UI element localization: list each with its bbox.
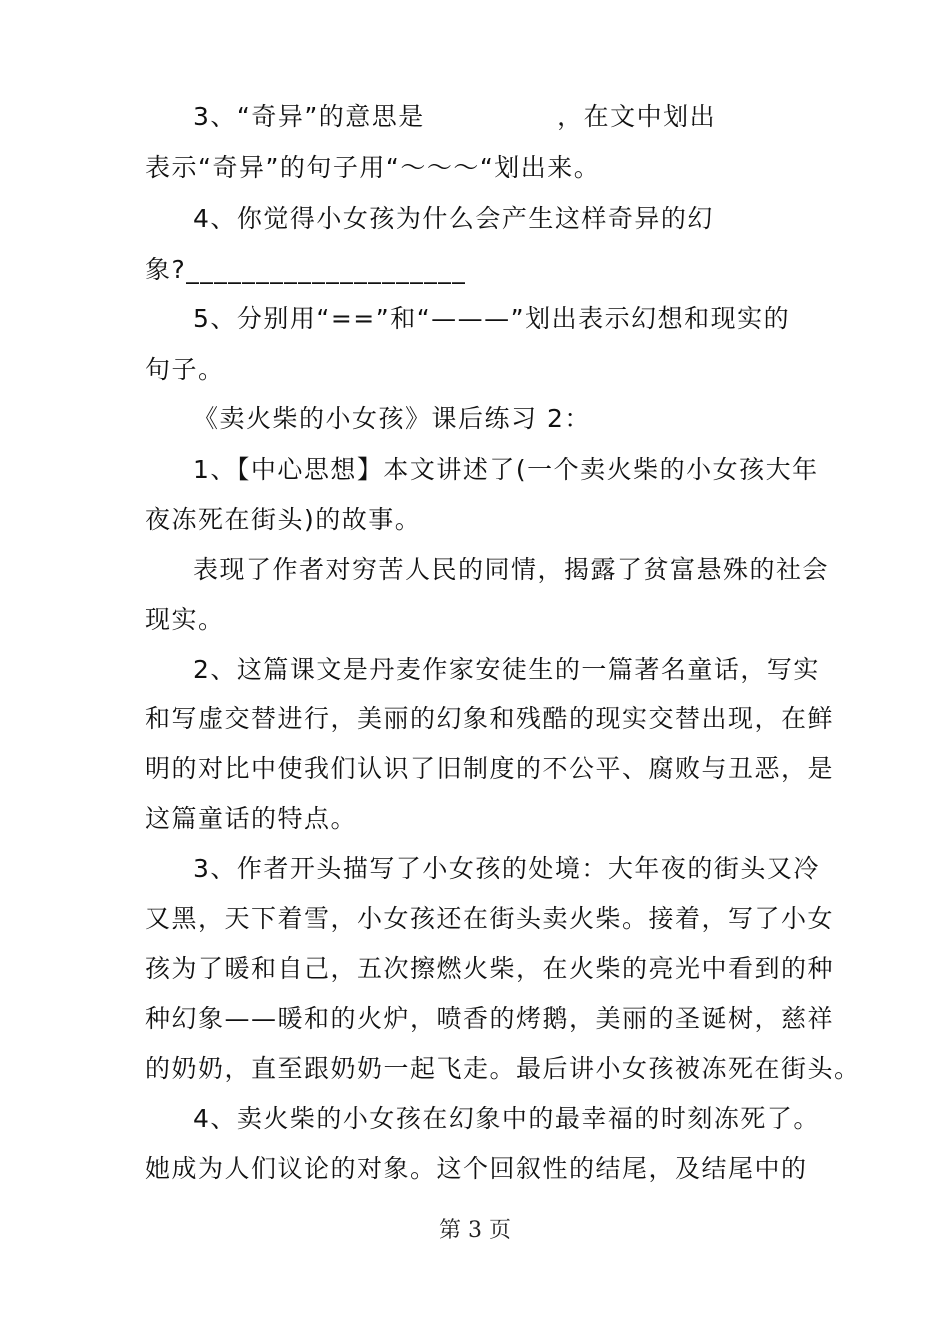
text-line: 表示“奇异”的句子用“～～～“划出来。 (145, 153, 601, 182)
text-line: 的奶奶，直至跟奶奶一起飞走。最后讲小女孩被冻死在街头。 (145, 1054, 861, 1083)
text-line: 1、【中心思想】本文讲述了(一个卖火柴的小女孩大年 (193, 455, 819, 484)
text-line: 4、卖火柴的小女孩在幻象中的最幸福的时刻冻死了。 (193, 1104, 820, 1133)
text-line: 她成为人们议论的对象。这个回叙性的结尾，及结尾中的 (145, 1154, 808, 1183)
text-line: 这篇童话的特点。 (145, 804, 358, 833)
text-line: 明的对比中使我们认识了旧制度的不公平、腐败与丑恶，是 (145, 754, 835, 783)
text-line: 句子。 (145, 355, 225, 384)
text-line: 种幻象——暖和的火炉，喷香的烤鹅，美丽的圣诞树，慈祥 (145, 1004, 835, 1033)
text-line: 孩为了暖和自己，五次擦燃火柴，在火柴的亮光中看到的种 (145, 954, 835, 983)
text-line: 现实。 (145, 605, 225, 634)
section-heading: 《卖火柴的小女孩》课后练习 2： (193, 404, 591, 433)
text-line: 4、你觉得小女孩为什么会产生这样奇异的幻 (193, 204, 714, 233)
text-line: 和写虚交替进行，美丽的幻象和残酷的现实交替出现，在鲜 (145, 704, 835, 733)
text-line: 又黑，天下着雪，小女孩还在街头卖火柴。接着，写了小女 (145, 904, 835, 933)
text-line: 3、作者开头描写了小女孩的处境：大年夜的街头又冷 (193, 854, 820, 883)
text-line: 象?____________________ (145, 255, 467, 284)
text-line: 5、分别用“==”和“———”划出表示幻想和现实的 (193, 304, 791, 333)
text-line: 夜冻死在街头)的故事。 (145, 505, 422, 534)
page-number: 第 3 页 (439, 1218, 511, 1243)
text-line: 3、“奇异”的意思是 ，在文中划出 (193, 102, 717, 131)
text-line: 2、这篇课文是丹麦作家安徒生的一篇著名童话，写实 (193, 655, 820, 684)
text-line: 表现了作者对穷苦人民的同情，揭露了贫富悬殊的社会 (193, 555, 830, 584)
